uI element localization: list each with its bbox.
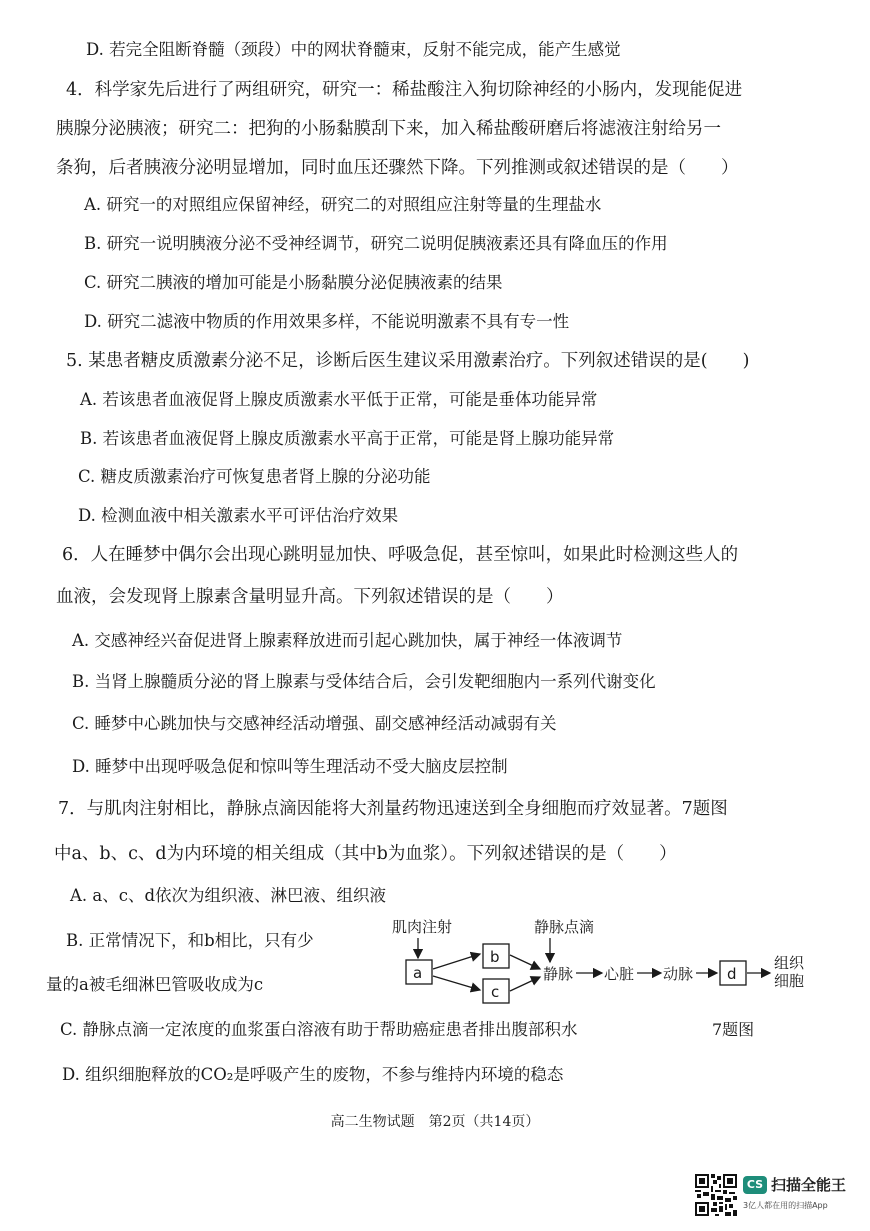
- tissue-label: 组织: [774, 954, 805, 972]
- q3-option-d: D. 若完全阻断脊髓（颈段）中的网状脊髓束，反射不能完成，能产生感觉: [86, 40, 621, 59]
- q6-option-d: D. 睡梦中出现呼吸急促和惊叫等生理活动不受大脑皮层控制: [72, 757, 508, 776]
- q7-option-c: C. 静脉点滴一定浓度的血浆蛋白溶液有助于帮助癌症患者排出腹部积水: [60, 1020, 578, 1039]
- arrow-c-to-vein: [510, 977, 540, 991]
- q4-option-d: D. 研究二滤液中物质的作用效果多样，不能说明激素不具有专一性: [84, 312, 570, 331]
- q4-stem-line1: 4．科学家先后进行了两组研究，研究一：稀盐酸注入狗切除神经的小肠内，发现能促进: [66, 80, 743, 100]
- q6-option-a: A. 交感神经兴奋促进肾上腺素释放进而引起心跳加快，属于神经一体液调节: [72, 631, 623, 650]
- cell-label: 细胞: [774, 972, 805, 990]
- figure-caption: 7题图: [712, 1020, 755, 1039]
- q4-option-c: C. 研究二胰液的增加可能是小肠黏膜分泌促胰液素的结果: [84, 273, 503, 292]
- heart-label: 心脏: [604, 965, 635, 983]
- q6-stem-line1: 6．人在睡梦中偶尔会出现心跳明显加快、呼吸急促，甚至惊叫，如果此时检测这些人的: [62, 545, 739, 565]
- arrow-a-to-c: [433, 976, 480, 990]
- scanner-app-name: 扫描全能王: [771, 1176, 847, 1194]
- q6-option-c: C. 睡梦中心跳加快与交感神经活动增强、副交感神经活动减弱有关: [72, 714, 557, 733]
- q5-option-a: A. 若该患者血液促肾上腺皮质激素水平低于正常，可能是垂体功能异常: [80, 390, 598, 409]
- q7-option-d: D. 组织细胞释放的CO₂是呼吸产生的废物，不参与维持内环境的稳态: [62, 1065, 564, 1084]
- q7-option-b-line2: 量的a被毛细淋巴管吸收成为c: [46, 975, 264, 994]
- q6-option-b: B. 当肾上腺髓质分泌的肾上腺素与受体结合后，会引发靶细胞内一系列代谢变化: [72, 672, 656, 691]
- fluid-flow-diagram: [388, 912, 828, 1022]
- arrow-b-to-vein: [510, 955, 540, 969]
- q5-option-d: D. 检测血液中相关激素水平可评估治疗效果: [78, 506, 399, 525]
- box-d-label: d: [727, 965, 737, 983]
- q7-option-b-line1: B. 正常情况下，和b相比，只有少: [66, 931, 314, 950]
- iv-drip-label: 静脉点滴: [534, 918, 595, 936]
- arrow-a-to-b: [433, 954, 480, 969]
- q4-option-a: A. 研究一的对照组应保留神经，研究二的对照组应注射等量的生理盐水: [84, 195, 602, 214]
- artery-label: 动脉: [663, 965, 694, 983]
- box-a-label: a: [413, 964, 423, 982]
- q4-stem-line2: 胰腺分泌胰液；研究二：把狗的小肠黏膜刮下来，加入稀盐酸研磨后将滤液注射给另一: [56, 119, 721, 139]
- q5-option-b: B. 若该患者血液促肾上腺皮质激素水平高于正常，可能是肾上腺功能异常: [80, 429, 615, 448]
- camscanner-logo-icon: CS: [743, 1176, 767, 1194]
- scanner-watermark: [695, 1174, 865, 1224]
- box-b-label: b: [490, 948, 500, 966]
- q7-option-a: A. a、c、d依次为组织液、淋巴液、组织液: [70, 886, 387, 905]
- muscle-injection-label: 肌肉注射: [392, 918, 453, 936]
- box-c-label: c: [491, 983, 500, 1001]
- q5-option-c: C. 糖皮质激素治疗可恢复患者肾上腺的分泌功能: [78, 467, 431, 486]
- q7-stem-line1: 7．与肌肉注射相比，静脉点滴因能将大剂量药物迅速送到全身细胞而疗效显著。7题图: [58, 799, 728, 819]
- qr-code-icon: [695, 1174, 737, 1216]
- page-footer: 高二生物试题 第2页（共14页）: [330, 1114, 540, 1130]
- q6-stem-line2: 血液，会发现肾上腺素含量明显升高。下列叙述错误的是（ ）: [56, 587, 564, 607]
- q4-option-b: B. 研究一说明胰液分泌不受神经调节，研究二说明促胰液素还具有降血压的作用: [84, 234, 668, 253]
- q7-stem-line2: 中a、b、c、d为内环境的相关组成（其中b为血浆）。下列叙述错误的是（ ）: [54, 844, 677, 864]
- scanner-tagline: 3亿人都在用的扫描App: [743, 1201, 828, 1210]
- q4-stem-line3: 条狗，后者胰液分泌明显增加，同时血压还骤然下降。下列推测或叙述错误的是（ ）: [56, 158, 739, 178]
- vein-label: 静脉: [543, 965, 574, 983]
- q5-stem: 5. 某患者糖皮质激素分泌不足，诊断后医生建议采用激素治疗。下列叙述错误的是( ): [66, 351, 750, 371]
